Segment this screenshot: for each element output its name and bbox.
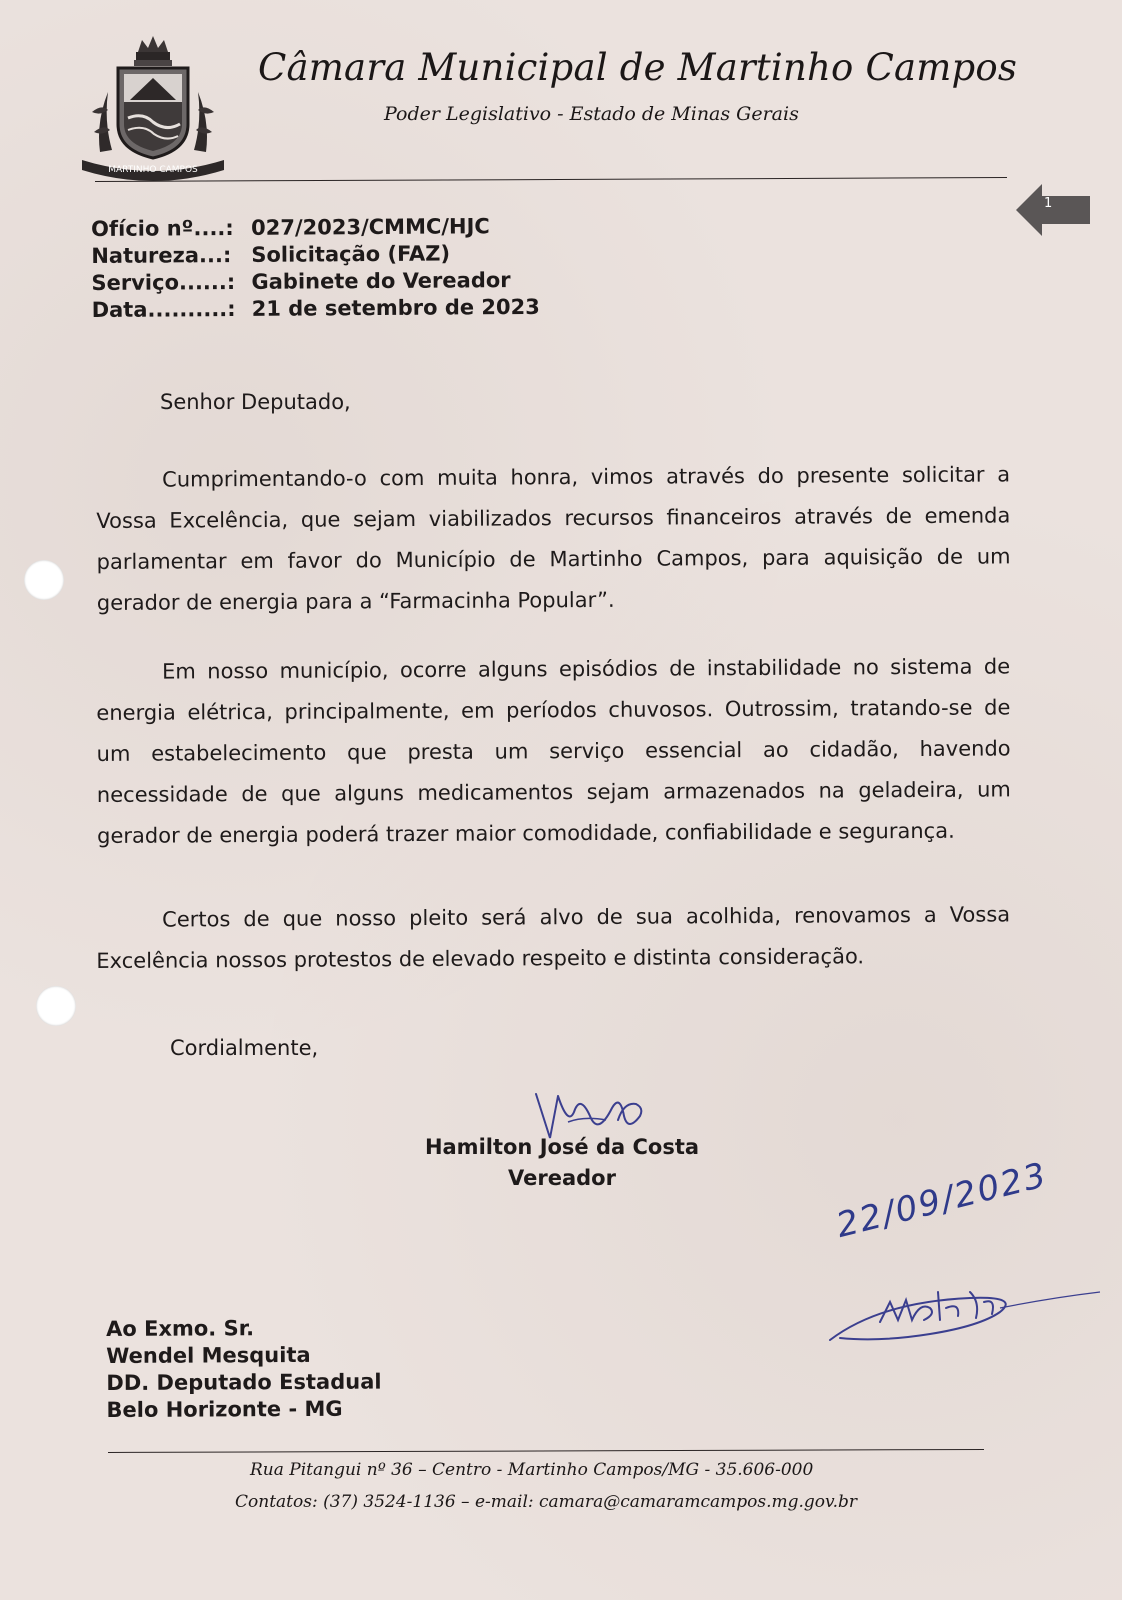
received-signature xyxy=(820,1262,1110,1352)
signer-name: Hamilton José da Costa xyxy=(424,1135,700,1159)
greeting: Senhor Deputado, xyxy=(160,390,351,414)
meta-label: Ofício nº....: xyxy=(91,216,234,241)
footer-divider xyxy=(108,1449,984,1453)
page-number: 1 xyxy=(1044,196,1053,211)
coat-of-arms-icon xyxy=(78,32,228,182)
meta-value: 21 de setembro de 2023 xyxy=(251,294,540,321)
body-paragraph-1: Cumprimentando-o com muita honra, vimos através do presente solicitar a Vossa Excelência, que sejam viabilizados recursos financeiros através de emenda parlamentar em favor do Município de Martinho Campos, para aquisição de um gerador de energia para a “Farmacinha Popular”. xyxy=(96,462,1011,615)
meta-value: Gabinete do Vereador xyxy=(251,268,511,294)
page-arrow-icon xyxy=(1016,180,1090,240)
meta-value: Solicitação (FAZ) xyxy=(251,241,451,267)
received-date-handwritten: 22/09/2023 xyxy=(832,1154,1052,1246)
document-meta xyxy=(91,213,540,324)
meta-value: 027/2023/CMMC/HJC xyxy=(251,214,490,240)
punch-hole xyxy=(24,560,64,600)
meta-row-servico xyxy=(91,267,539,297)
emblem-ribbon-text: MARTINHO CAMPOS xyxy=(108,165,198,175)
punch-hole xyxy=(36,986,76,1026)
meta-label: Serviço......: xyxy=(91,269,236,295)
header-divider xyxy=(95,177,1007,182)
recipient-line: Belo Horizonte - MG xyxy=(106,1396,343,1422)
meta-row-oficio xyxy=(91,213,539,243)
closing: Cordialmente, xyxy=(170,1036,319,1060)
body-paragraph-2: Em nosso município, ocorre alguns episódios de instabilidade no sistema de energia elétrica, principalmente, em períodos chuvosos. Outrossim, tratando-se de um estabelecimento que presta um serviço essencial ao cidadão, havendo necessidade de que alguns medicamentos sejam armazenados na geladeira, um gerador de energia poderá trazer maior comodidade, confiabilidade e segurança. xyxy=(96,654,1011,848)
recipient-line: Wendel Mesquita xyxy=(106,1342,311,1368)
recipient-line: Ao Exmo. Sr. xyxy=(106,1316,255,1341)
header-title: Câmara Municipal de Martinho Campos xyxy=(258,46,1018,89)
recipient-block xyxy=(106,1315,382,1424)
meta-row-data xyxy=(92,294,540,324)
footer-address: Rua Pitangui nº 36 – Centro - Martinho Campos/MG - 35.606-000 xyxy=(250,1460,814,1480)
header-subtitle: Poder Legislativo - Estado de Minas Gerais xyxy=(384,103,799,125)
recipient-line: DD. Deputado Estadual xyxy=(106,1369,382,1395)
meta-row-natureza xyxy=(91,240,539,270)
footer-contacts: Contatos: (37) 3524-1136 – e-mail: camara@camaramcampos.mg.gov.br xyxy=(235,1492,858,1512)
meta-label: Natureza...: xyxy=(91,243,232,268)
body-paragraph-3: Certos de que nosso pleito será alvo de sua acolhida, renovamos a Vossa Excelência nossos protestos de elevado respeito e distinta consideração. xyxy=(96,902,1011,973)
signer-role: Vereador xyxy=(508,1166,616,1190)
meta-label: Data..........: xyxy=(91,296,236,322)
